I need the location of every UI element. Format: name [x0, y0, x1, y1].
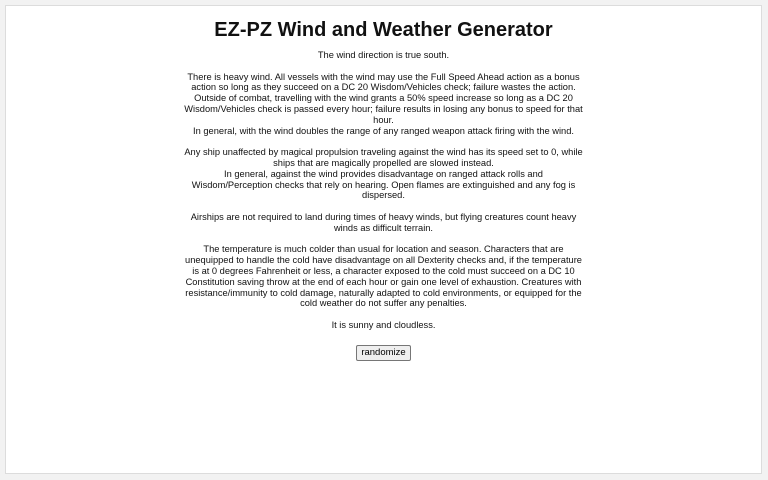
temperature-text: The temperature is much colder than usual for location and season. Characters that are unequipped to handle the cold have disadvantage on all Dexterity checks and, if the temperature is at 0 degrees Fahrenheit or less, a character exposed to the cold must succeed on a DC 10 Constitution saving throw at the end of each hour or gain one level of exhaustion. Creatures with resistance/immunity to cold damage, naturally adapted to cold environments, or equipped for the cold weather do not suffer any penalties.	[185, 244, 582, 309]
sky-text: It is sunny and cloudless.	[331, 319, 436, 330]
wind-with-section	[184, 72, 584, 137]
against-wind-general-text: In general, against the wind provides disadvantage on ranged attack rolls and Wisdom/Perception checks that rely on hearing. Open flames are extinguished and any fog is dispersed.	[191, 168, 576, 201]
against-wind-text: Any ship unaffected by magical propulsion traveling against the wind has its speed set to 0, while ships that are magically propelled are slowed instead.	[184, 147, 583, 168]
heavy-wind-text: There is heavy wind. All vessels with the wind may use the Full Speed Ahead action as a bonus action so long as they succeed on a DC 20 Wisdom/Vehicles check; failure wastes the action. Outside of combat, travelling with the wind grants a 50% speed increase so long as a DC 20 Wisdom/Vehicles check is passed every hour; failure results in losing any bonus to speed for that hour.	[184, 71, 583, 125]
generator-content	[184, 18, 584, 361]
airships-text: Airships are not required to land during times of heavy winds, but flying creatures count heavy winds as difficult terrain.	[190, 211, 577, 233]
wind-direction-text: The wind direction is true south.	[317, 50, 450, 60]
button-row	[184, 342, 584, 361]
wind-against-section	[184, 147, 584, 201]
with-wind-general-text: In general, with the wind doubles the range of any ranged weapon attack firing with the wind.	[193, 125, 574, 136]
randomize-button[interactable]: randomize	[356, 345, 410, 361]
page-title: EZ-PZ Wind and Weather Generator	[214, 19, 553, 41]
page-container	[5, 5, 762, 474]
